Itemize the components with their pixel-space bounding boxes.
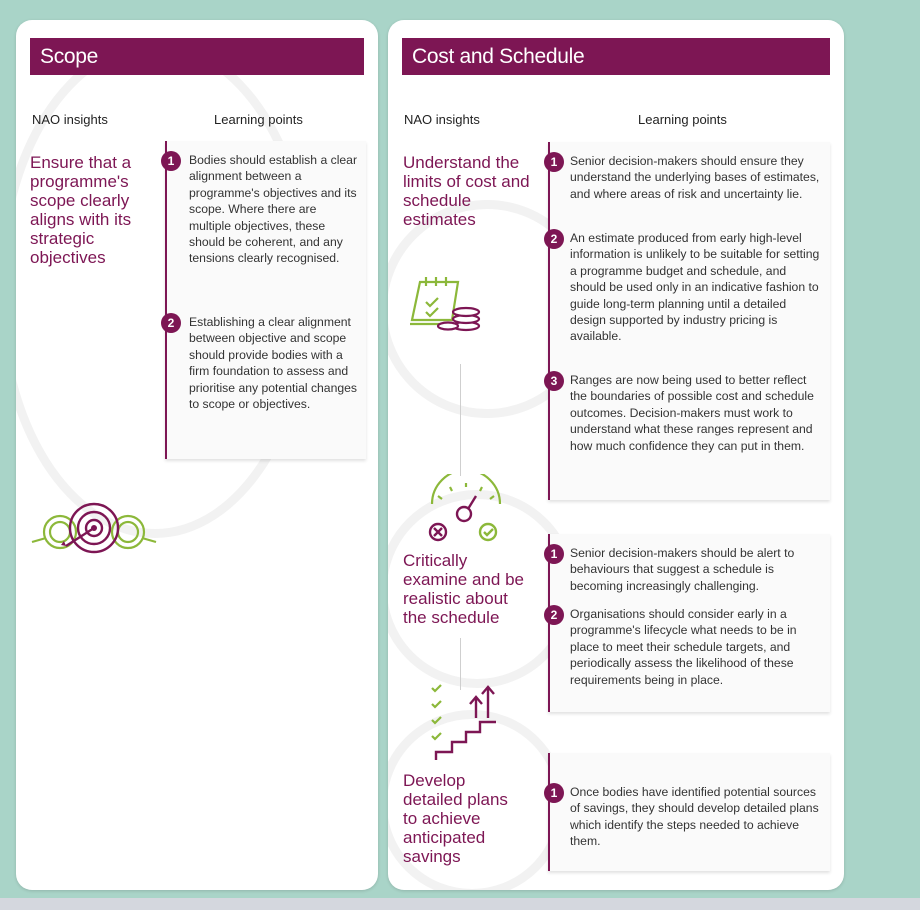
cost-col-learning: Learning points [638,112,727,127]
timeline-line [460,364,461,476]
point-number: 1 [544,152,564,172]
scope-title: Scope [30,38,364,75]
cost-insight-schedule: Critically examine and be realistic about the schedule [403,551,524,627]
point-number: 2 [544,605,564,625]
learning-point: Ranges are now being used to better reflect the boundaries of possible cost and schedule outcomes. Decision-makers must work to understand what these ranges represent and how much confidence they can put in them. [570,373,814,453]
cost-insight-estimates: Understand the limits of cost and schedule estimates [403,153,530,229]
cost-insight-savings: Develop detailed plans to achieve anticipated savings [403,771,508,866]
scope-col-insights: NAO insights [32,112,108,127]
point-number: 1 [544,783,564,803]
calendar-coins-icon [406,272,486,334]
stairs-checklist-icon [426,680,512,766]
point-number: 2 [161,313,181,333]
cost-title: Cost and Schedule [402,38,830,75]
scope-panel [16,20,378,890]
learning-point: An estimate produced from early high-level information is unlikely to be suitable for setting a programme budget and schedule, and should be used only in an indicative fashion to guide long-term planning until a detailed design supported by industry pricing is available. [570,231,820,344]
estimates-learning-card [548,142,830,500]
learning-point: Bodies should establish a clear alignment between a programme's objectives and its scope. Where there are multiple objectives, these should be coherent, and any tensions clearly recognised. [189,153,358,266]
point-number: 1 [161,151,181,171]
bottom-border [0,898,920,910]
point-number: 2 [544,229,564,249]
learning-point: Establishing a clear alignment between objective and scope should provide bodies with a firm foundation to assess and prioritise any potential changes to scope or objectives. [189,315,358,412]
learning-point: Organisations should consider early in a programme's lifecycle what needs to be in place to meet their schedule targets, and periodically assess the likelihood of these requirements being in place. [570,607,797,687]
scope-insight: Ensure that a programme's scope clearly aligns with its strategic objectives [30,153,132,267]
savings-learning-card [548,753,830,871]
schedule-learning-card [548,534,830,712]
gauge-check-cross-icon [426,474,506,546]
learning-point: Once bodies have identified potential sources of savings, they should develop detailed plans which identify the steps needed to achieve them. [570,785,819,849]
point-number: 1 [544,544,564,564]
cost-col-insights: NAO insights [404,112,480,127]
target-with-arrows-icon [30,498,158,564]
learning-point: Senior decision-makers should be alert to behaviours that suggest a schedule is becoming increasingly challenging. [570,546,795,593]
learning-point: Senior decision-makers should ensure they understand the underlying bases of estimates, and where areas of risk and uncertainty lie. [570,154,820,201]
scope-learning-card [165,141,366,459]
scope-col-learning: Learning points [214,112,303,127]
cost-schedule-panel [388,20,844,890]
point-number: 3 [544,371,564,391]
